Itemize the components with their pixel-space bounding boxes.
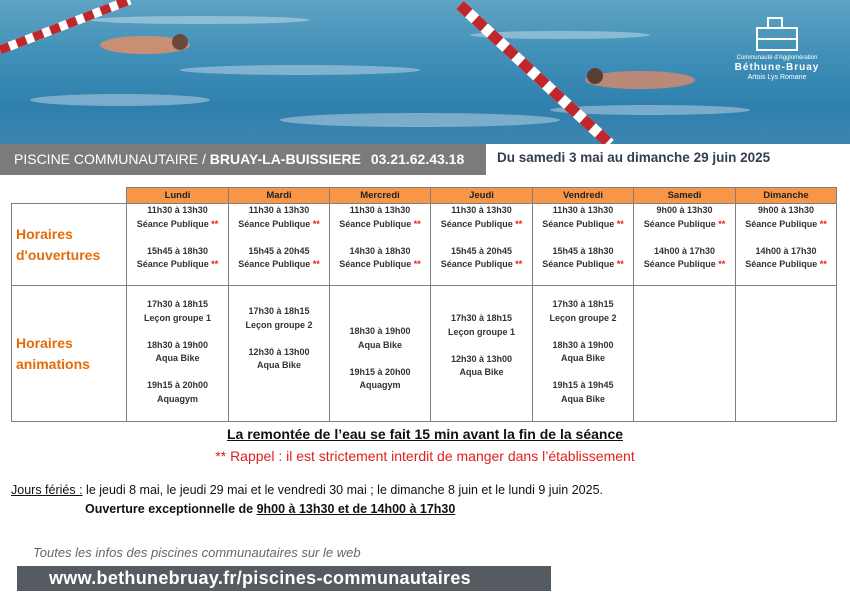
opening-time: 14h00 à 17h30 <box>755 245 817 256</box>
star-marker: ** <box>515 218 523 229</box>
opening-time: 14h00 à 17h30 <box>653 245 716 256</box>
public-session-label: Séance Publique <box>542 218 615 229</box>
star-marker: ** <box>616 259 624 269</box>
animations-cell-mardi <box>229 286 330 422</box>
table-corner <box>12 188 127 204</box>
opening-time: 9h00 à 13h30 <box>656 205 713 215</box>
animation-label: Aquagym <box>359 380 401 390</box>
web-info-text: Toutes les infos des piscines communautaires sur le web <box>33 545 361 560</box>
exceptional-prefix: Ouverture exceptionnelle de <box>85 502 257 516</box>
day-header: Mardi <box>229 188 330 204</box>
exceptional-opening <box>85 502 455 516</box>
public-session-line <box>634 258 735 272</box>
animations-cell-mercredi <box>330 286 431 422</box>
star-marker: ** <box>718 259 726 269</box>
animation-label: Aqua Bike <box>357 339 402 350</box>
star-marker: ** <box>819 218 827 229</box>
opening-time: 15h45 à 20h45 <box>450 245 513 256</box>
exceptional-hours: 9h00 à 13h30 et de 14h00 à 17h30 <box>256 502 456 516</box>
public-session-line <box>431 258 532 272</box>
schedule-table <box>11 187 837 422</box>
public-session-line <box>533 258 633 272</box>
star-marker: ** <box>211 218 219 229</box>
day-header: Mercredi <box>330 188 431 204</box>
star-marker: ** <box>312 259 320 269</box>
swimmer-left <box>100 34 190 54</box>
animation-time: 17h30 à 18h15 <box>450 313 513 323</box>
logo-line-2: Béthune-Bruay <box>734 62 820 73</box>
public-session-line <box>533 218 633 232</box>
opening-cell-vendredi <box>533 204 634 286</box>
website-link[interactable]: www.bethunebruay.fr/piscines-communautaires <box>49 568 471 588</box>
animation-time: 12h30 à 13h00 <box>248 346 310 357</box>
opening-cell-mercredi <box>330 204 431 286</box>
opening-time: 15h45 à 18h30 <box>552 245 614 256</box>
day-header-row <box>12 188 837 204</box>
opening-time: 11h30 à 13h30 <box>349 205 411 215</box>
public-session-label: Séance Publique <box>542 259 615 269</box>
row-label-line: Horaires <box>16 225 73 242</box>
holidays-label: Jours fériés : <box>11 483 83 497</box>
public-session-label: Séance Publique <box>136 218 209 229</box>
public-session-label: Séance Publique <box>745 218 818 229</box>
holidays-text: le jeudi 8 mai, le jeudi 29 mai et le vendredi 30 mai ; le dimanche 8 juin et le lundi 9 juin 2025. <box>82 483 604 497</box>
animation-time: 12h30 à 13h00 <box>450 353 513 364</box>
opening-time: 11h30 à 13h30 <box>451 205 512 215</box>
public-session-line <box>330 258 430 272</box>
opening-time: 11h30 à 13h30 <box>147 205 208 215</box>
animation-label: Leçon groupe 1 <box>143 312 211 323</box>
agglomeration-logo <box>722 14 832 82</box>
animation-label: Leçon groupe 2 <box>549 312 617 323</box>
public-session-line <box>229 258 329 272</box>
star-marker: ** <box>616 218 624 229</box>
animations-cell-samedi <box>634 286 736 422</box>
header-pool-photo <box>0 0 850 144</box>
day-header: Vendredi <box>533 188 634 204</box>
public-session-label: Séance Publique <box>643 218 716 229</box>
public-session-line <box>229 218 329 232</box>
opening-time: 15h45 à 18h30 <box>146 245 209 256</box>
animation-label: Aqua Bike <box>155 353 200 363</box>
opening-hours-label <box>12 204 127 286</box>
animations-row <box>12 286 837 422</box>
opening-hours-row <box>12 204 837 286</box>
row-label-line: animations <box>16 355 90 372</box>
public-session-line <box>127 258 228 272</box>
animation-time: 17h30 à 18h15 <box>552 299 614 309</box>
animation-label: Aqua Bike <box>459 367 504 377</box>
day-header: Lundi <box>127 188 229 204</box>
public-session-line <box>634 218 735 232</box>
title-prefix: PISCINE COMMUNAUTAIRE / <box>14 151 206 167</box>
animation-time: 19h15 à 20h00 <box>349 366 411 377</box>
star-marker: ** <box>515 259 523 269</box>
opening-cell-lundi <box>127 204 229 286</box>
star-marker: ** <box>413 259 421 269</box>
animations-cell-vendredi <box>533 286 634 422</box>
day-header: Jeudi <box>431 188 533 204</box>
public-session-label: Séance Publique <box>440 259 513 269</box>
animation-time: 18h30 à 19h00 <box>146 339 209 350</box>
opening-cell-samedi <box>634 204 736 286</box>
animation-time: 18h30 à 19h00 <box>349 326 411 336</box>
animation-time: 19h15 à 19h45 <box>552 380 614 390</box>
opening-cell-mardi <box>229 204 330 286</box>
public-session-line <box>736 218 836 232</box>
opening-time: 9h00 à 13h30 <box>757 205 815 215</box>
public-holidays <box>11 483 603 497</box>
opening-cell-jeudi <box>431 204 533 286</box>
opening-time: 11h30 à 13h30 <box>248 205 310 215</box>
opening-cell-dimanche <box>736 204 837 286</box>
animations-cell-dimanche <box>736 286 837 422</box>
title-city: BRUAY-LA-BUISSIERE <box>209 151 361 167</box>
animation-time: 17h30 à 18h15 <box>146 299 209 309</box>
animation-label: Leçon groupe 1 <box>447 326 515 337</box>
public-session-label: Séance Publique <box>238 218 311 229</box>
animation-time: 17h30 à 18h15 <box>248 306 310 316</box>
opening-time: 11h30 à 13h30 <box>552 205 614 215</box>
public-session-line <box>431 218 532 232</box>
logo-line-1: Communauté d'Agglomération <box>736 55 818 61</box>
day-header: Dimanche <box>736 188 837 204</box>
animation-label: Aqua Bike <box>256 360 301 370</box>
swimmer-right <box>585 68 695 89</box>
public-session-label: Séance Publique <box>643 259 716 269</box>
star-marker: ** <box>312 218 320 229</box>
animations-cell-lundi <box>127 286 229 422</box>
logo-line-3: Artois Lys Romane <box>747 74 807 81</box>
star-marker: ** <box>718 218 726 229</box>
title-band <box>0 144 486 175</box>
star-marker: ** <box>413 218 421 229</box>
animation-label: Aquagym <box>156 393 198 404</box>
public-session-label: Séance Publique <box>238 259 311 269</box>
public-session-label: Séance Publique <box>440 218 513 229</box>
public-session-line <box>127 218 228 232</box>
animations-cell-jeudi <box>431 286 533 422</box>
public-session-line <box>330 218 430 232</box>
row-label-line: Horaires <box>16 334 73 351</box>
public-session-label: Séance Publique <box>136 259 209 269</box>
opening-time: 14h30 à 18h30 <box>349 245 411 256</box>
day-header: Samedi <box>634 188 736 204</box>
public-session-label: Séance Publique <box>339 259 412 269</box>
row-label-line: d'ouvertures <box>16 246 101 263</box>
animation-time: 19h15 à 20h00 <box>146 380 209 390</box>
star-marker: ** <box>819 259 827 269</box>
public-session-line <box>736 258 836 272</box>
animation-time: 18h30 à 19h00 <box>552 339 614 350</box>
animations-label <box>12 286 127 422</box>
public-session-label: Séance Publique <box>339 218 412 229</box>
animation-label: Aqua Bike <box>560 393 605 404</box>
title-phone: 03.21.62.43.18 <box>370 151 465 167</box>
date-range: Du samedi 3 mai au dimanche 29 juin 2025 <box>497 150 771 165</box>
animation-label: Aqua Bike <box>560 353 605 363</box>
star-marker: ** <box>211 259 219 269</box>
water-exit-note: La remontée de l’eau se fait 15 min avant la fin de la séance <box>226 426 624 442</box>
opening-time: 15h45 à 20h45 <box>248 245 310 256</box>
animation-label: Leçon groupe 2 <box>245 319 313 330</box>
public-session-label: Séance Publique <box>745 259 818 269</box>
no-food-reminder: ** Rappel : il est strictement interdit de manger dans l’établissement <box>215 448 635 464</box>
